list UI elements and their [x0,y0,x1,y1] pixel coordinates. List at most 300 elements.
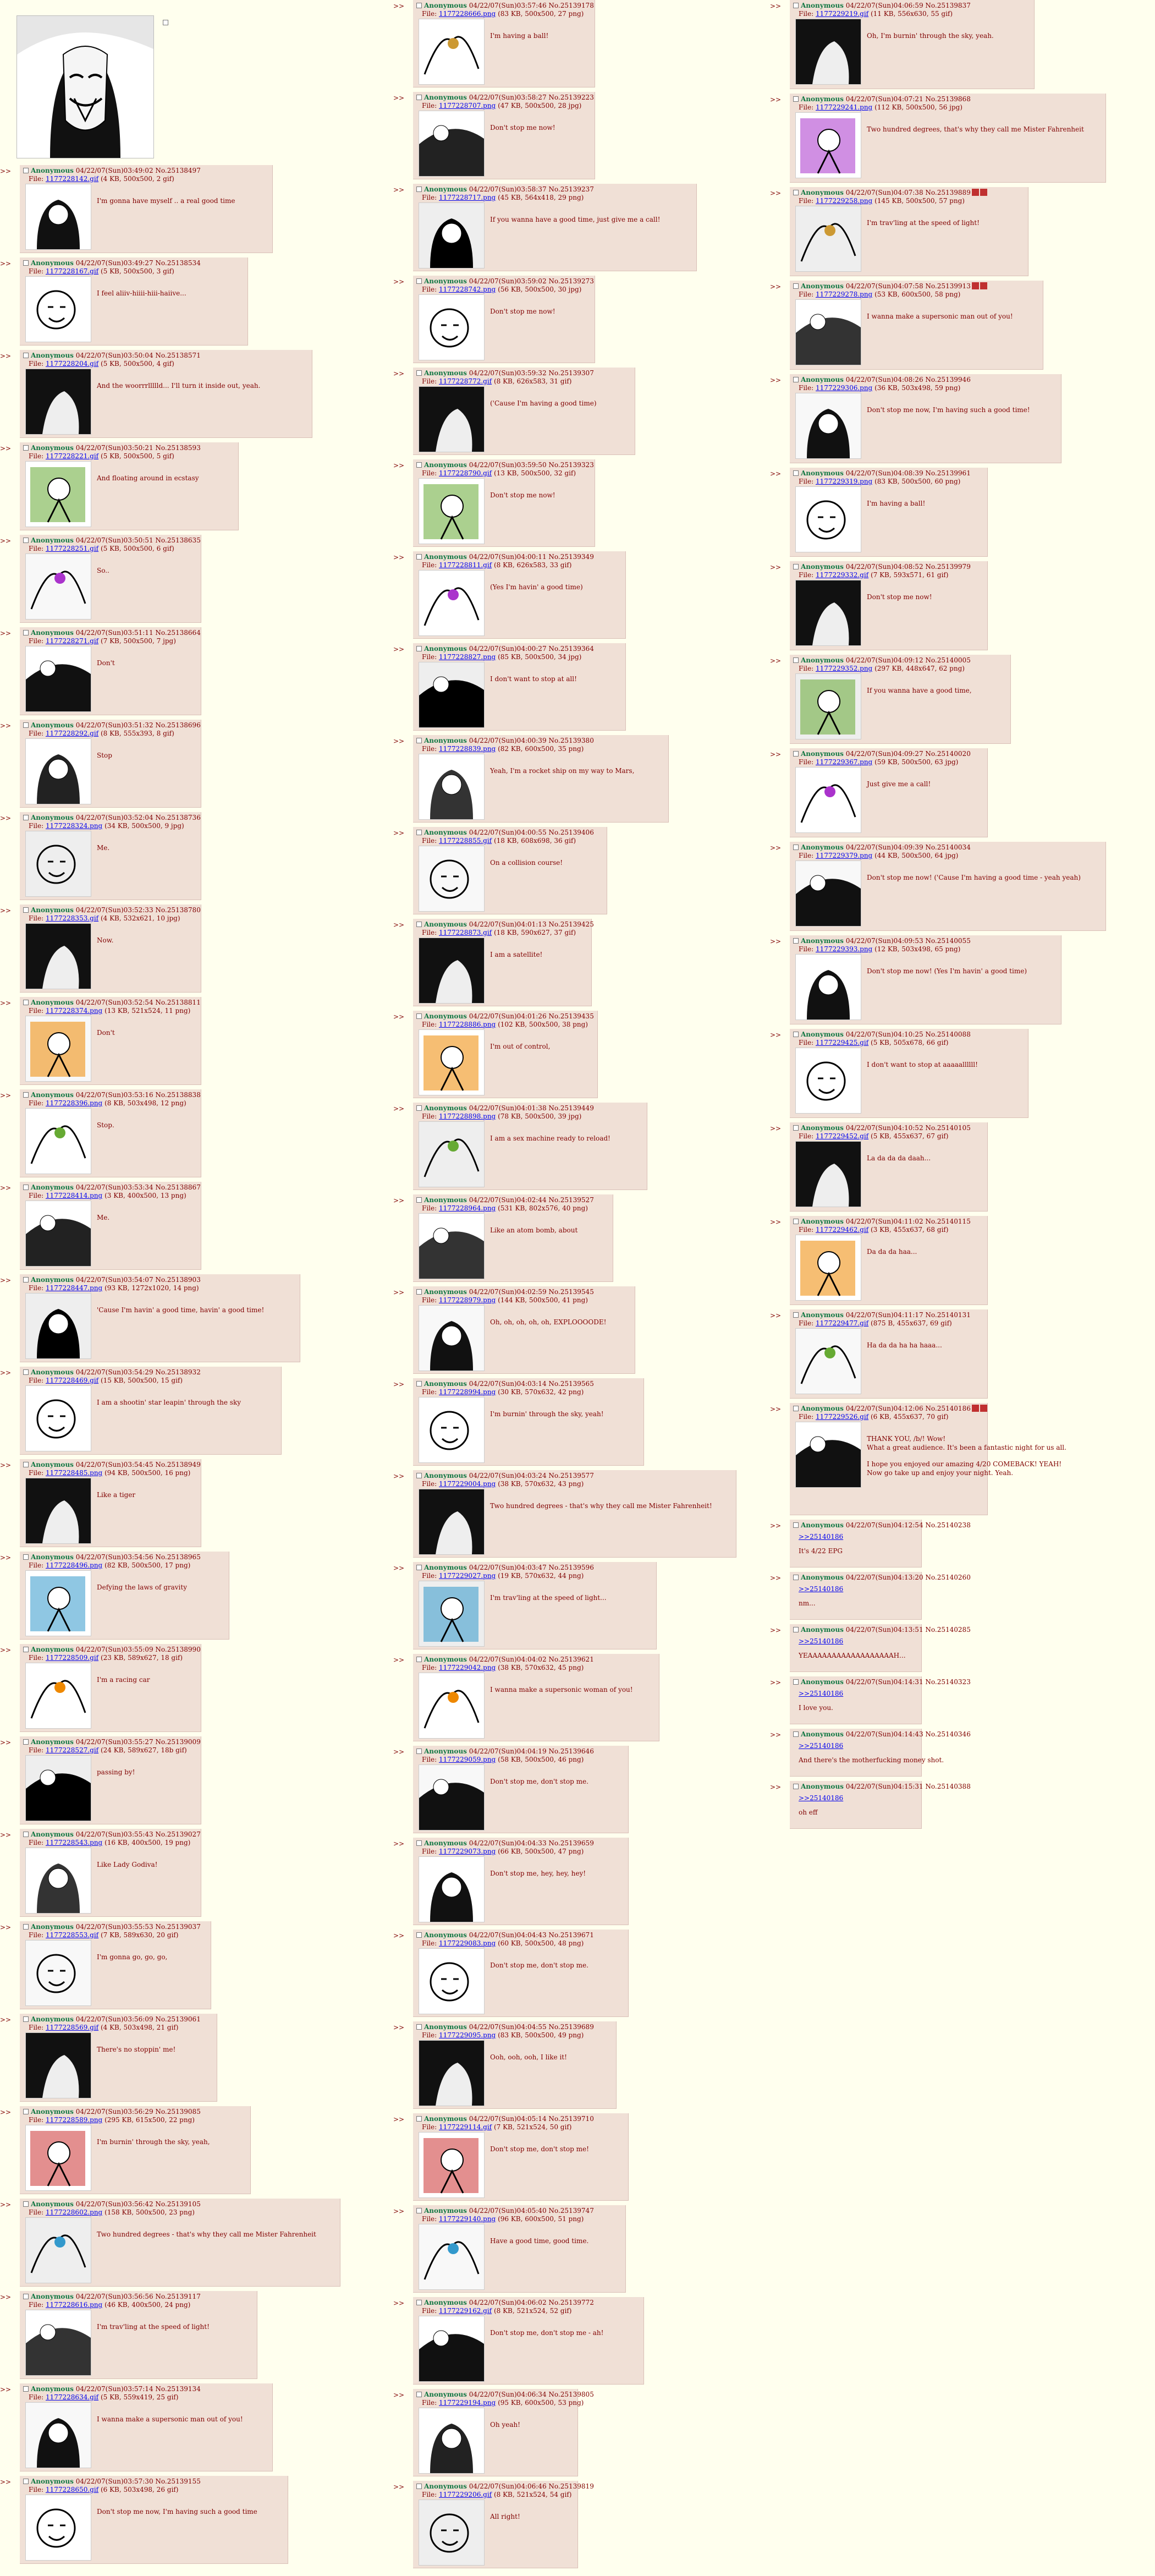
delete-checkbox[interactable] [793,1679,799,1685]
file-link[interactable]: 1177228485.png [45,1469,103,1477]
delete-checkbox[interactable] [23,2479,29,2484]
file-link[interactable]: 1177229452.gif [815,1132,869,1140]
file-link[interactable]: 1177228827.png [438,653,496,661]
delete-icon[interactable] [980,1405,987,1412]
delete-checkbox[interactable] [416,1657,422,1662]
file-link[interactable]: 1177229073.png [438,1848,496,1855]
file-link[interactable]: 1177228569.gif [45,2024,99,2031]
delete-checkbox[interactable] [23,2016,29,2022]
delete-checkbox[interactable] [416,1473,422,1478]
delete-checkbox[interactable] [23,1739,29,1745]
reply-thumbnail[interactable] [25,738,91,804]
file-link[interactable]: 1177228666.png [438,10,496,18]
file-link[interactable]: 1177228353.gif [45,914,99,922]
file-link[interactable]: 1177229095.png [438,2031,496,2039]
reply-thumbnail[interactable] [419,1948,485,2014]
post-number[interactable]: No.25138534 [155,259,201,267]
file-link[interactable]: 1177228271.gif [45,637,99,645]
file-link[interactable]: 1177228447.png [45,1284,103,1292]
file-link[interactable]: 1177228898.png [438,1112,496,1120]
post-number[interactable]: No.25139961 [925,469,971,477]
reply-thumbnail[interactable] [25,1385,91,1451]
delete-checkbox[interactable] [416,2024,422,2030]
reply-thumbnail[interactable] [25,1293,91,1359]
post-number[interactable]: No.25139223 [548,94,594,101]
reply-thumbnail[interactable] [795,1048,861,1114]
post-number[interactable]: No.25140238 [925,1521,971,1529]
delete-checkbox[interactable] [416,95,422,100]
file-link[interactable]: 1177228251.gif [45,545,99,552]
quote-link[interactable]: >>25140186 [799,1637,844,1645]
post-number[interactable]: No.25138932 [155,1368,201,1376]
reply-thumbnail[interactable] [419,1856,485,1922]
file-link[interactable]: 1177228167.gif [45,267,99,275]
file-link[interactable]: 1177229059.png [438,1756,496,1763]
post-number[interactable]: No.25139646 [548,1747,594,1755]
reply-thumbnail[interactable] [795,861,861,927]
delete-checkbox[interactable] [793,96,799,102]
delete-checkbox[interactable] [416,187,422,192]
file-link[interactable]: 1177228717.png [438,194,496,201]
delete-checkbox[interactable] [793,1522,799,1528]
file-link[interactable]: 1177228634.gif [45,2393,99,2401]
reply-thumbnail[interactable] [419,1029,485,1095]
reply-thumbnail[interactable] [419,2224,485,2290]
reply-thumbnail[interactable] [419,1489,485,1555]
delete-checkbox[interactable] [23,260,29,266]
op-delete-checkbox[interactable] [163,20,168,25]
post-number[interactable]: No.25139425 [548,920,594,928]
delete-checkbox[interactable] [793,1406,799,1411]
delete-checkbox[interactable] [793,1125,799,1131]
file-link[interactable]: 1177229258.png [815,197,873,205]
file-link[interactable]: 1177228979.png [438,1296,496,1304]
file-link[interactable]: 1177229462.gif [815,1226,869,1234]
delete-checkbox[interactable] [416,1932,422,1938]
delete-checkbox[interactable] [416,2392,422,2397]
post-number[interactable]: No.25138571 [155,352,201,359]
file-link[interactable]: 1177229425.gif [815,1039,869,1046]
delete-checkbox[interactable] [416,1381,422,1386]
delete-checkbox[interactable] [793,1312,799,1318]
reply-thumbnail[interactable] [25,923,91,989]
delete-checkbox[interactable] [416,738,422,743]
reply-thumbnail[interactable] [25,2495,91,2561]
delete-checkbox[interactable] [416,370,422,376]
reply-thumbnail[interactable] [795,1141,861,1207]
reply-thumbnail[interactable] [25,2217,91,2283]
file-link[interactable]: 1177228994.png [438,1388,496,1396]
delete-checkbox[interactable] [23,445,29,451]
delete-checkbox[interactable] [793,3,799,8]
post-number[interactable]: No.25140285 [925,1626,971,1634]
post-number[interactable]: No.25140186 [925,1405,971,1412]
post-number[interactable]: No.25140131 [925,1311,971,1319]
delete-checkbox[interactable] [23,2386,29,2392]
reply-thumbnail[interactable] [25,1201,91,1267]
delete-checkbox[interactable] [416,2300,422,2305]
post-number[interactable]: No.25138635 [155,536,201,544]
file-link[interactable]: 1177229194.png [438,2399,496,2407]
quote-link[interactable]: >>25140186 [799,1585,844,1593]
post-number[interactable]: No.25138838 [155,1091,201,1099]
reply-thumbnail[interactable] [25,1663,91,1729]
report-icon[interactable] [972,282,979,289]
file-link[interactable]: 1177229278.png [815,291,873,298]
post-number[interactable]: No.25140020 [925,750,971,758]
delete-checkbox[interactable] [23,1092,29,1098]
file-link[interactable]: 1177228886.png [438,1021,496,1028]
delete-checkbox[interactable] [416,462,422,468]
file-link[interactable]: 1177229241.png [815,103,873,111]
reply-thumbnail[interactable] [25,1940,91,2006]
reply-thumbnail[interactable] [795,393,861,459]
post-number[interactable]: No.25139747 [548,2207,594,2215]
delete-checkbox[interactable] [416,1565,422,1570]
reply-thumbnail[interactable] [419,1673,485,1739]
reply-thumbnail[interactable] [419,662,485,728]
post-number[interactable]: No.25139435 [548,1012,594,1020]
post-number[interactable]: No.25139946 [925,376,971,383]
reply-thumbnail[interactable] [25,1108,91,1174]
reply-thumbnail[interactable] [25,2032,91,2098]
delete-checkbox[interactable] [23,2201,29,2207]
delete-checkbox[interactable] [793,1627,799,1632]
file-link[interactable]: 1177228221.gif [45,452,99,460]
delete-checkbox[interactable] [416,1289,422,1295]
post-number[interactable]: No.25139868 [925,95,971,103]
file-link[interactable]: 1177229114.gif [438,2123,492,2131]
delete-checkbox[interactable] [23,630,29,635]
reply-thumbnail[interactable] [25,1570,91,1636]
post-number[interactable]: No.25138780 [155,906,201,914]
post-number[interactable]: No.25139805 [548,2391,594,2398]
post-number[interactable]: No.25140346 [925,1730,971,1738]
file-link[interactable]: 1177228374.png [45,1007,103,1015]
post-number[interactable]: No.25139085 [155,2108,201,2115]
reply-thumbnail[interactable] [419,19,485,85]
post-number[interactable]: No.25138593 [155,444,201,452]
delete-checkbox[interactable] [23,2109,29,2114]
file-link[interactable]: 1177229367.png [815,758,873,766]
reply-thumbnail[interactable] [795,1328,861,1394]
file-link[interactable]: 1177229526.gif [815,1413,869,1421]
reply-thumbnail[interactable] [25,831,91,897]
reply-thumbnail[interactable] [25,646,91,712]
op-thumbnail[interactable] [16,15,154,158]
post-number[interactable]: No.25139117 [155,2293,201,2300]
reply-thumbnail[interactable] [419,754,485,820]
delete-checkbox[interactable] [416,646,422,651]
file-link[interactable]: 1177228204.gif [45,360,99,368]
reply-thumbnail[interactable] [25,2125,91,2191]
delete-checkbox[interactable] [23,1462,29,1467]
post-number[interactable]: No.25139689 [548,2023,594,2031]
reply-thumbnail[interactable] [795,580,861,646]
delete-checkbox[interactable] [793,377,799,382]
delete-checkbox[interactable] [793,1731,799,1737]
post-number[interactable]: No.25139979 [925,563,971,571]
delete-checkbox[interactable] [416,2116,422,2122]
delete-checkbox[interactable] [23,168,29,173]
post-number[interactable]: No.25139406 [548,829,594,836]
reply-thumbnail[interactable] [419,1305,485,1371]
reply-thumbnail[interactable] [25,461,91,527]
file-link[interactable]: 1177228873.gif [438,929,492,936]
delete-checkbox[interactable] [793,470,799,476]
post-number[interactable]: No.25139380 [548,737,594,744]
delete-checkbox[interactable] [793,1219,799,1224]
file-link[interactable]: 1177228964.png [438,1204,496,1212]
file-link[interactable]: 1177228469.gif [45,1377,99,1384]
reply-thumbnail[interactable] [795,954,861,1020]
reply-thumbnail[interactable] [795,299,861,365]
reply-thumbnail[interactable] [419,2408,485,2474]
post-number[interactable]: No.25139134 [155,2385,201,2393]
delete-checkbox[interactable] [793,1032,799,1037]
post-number[interactable]: No.25140055 [925,937,971,945]
post-number[interactable]: No.25139349 [548,553,594,561]
post-number[interactable]: No.25140260 [925,1574,971,1581]
reply-thumbnail[interactable] [25,1755,91,1821]
post-number[interactable]: No.25139659 [548,1839,594,1847]
delete-checkbox[interactable] [793,657,799,663]
file-link[interactable]: 1177228855.gif [438,837,492,845]
delete-checkbox[interactable] [23,722,29,728]
file-link[interactable]: 1177228324.png [45,822,103,830]
post-number[interactable]: No.25139819 [548,2482,594,2490]
delete-checkbox[interactable] [23,1277,29,1282]
post-number[interactable]: No.25139710 [548,2115,594,2123]
file-link[interactable]: 1177229332.gif [815,571,869,579]
file-link[interactable]: 1177229393.png [815,945,873,953]
post-number[interactable]: No.25139037 [155,1923,201,1931]
reply-thumbnail[interactable] [795,19,861,85]
post-number[interactable]: No.25139364 [548,645,594,653]
quote-link[interactable]: >>25140186 [799,1690,844,1697]
post-number[interactable]: No.25139449 [548,1104,594,1112]
file-link[interactable]: 1177228414.png [45,1192,103,1199]
reply-thumbnail[interactable] [795,112,861,178]
delete-checkbox[interactable] [23,1554,29,1560]
file-link[interactable]: 1177228589.png [45,2116,103,2124]
reply-thumbnail[interactable] [795,767,861,833]
reply-thumbnail[interactable] [795,206,861,272]
reply-thumbnail[interactable] [25,1016,91,1082]
file-link[interactable]: 1177228790.gif [438,469,492,477]
reply-thumbnail[interactable] [419,846,485,912]
post-number[interactable]: No.25138867 [155,1183,201,1191]
reply-thumbnail[interactable] [419,1213,485,1279]
reply-thumbnail[interactable] [419,2316,485,2382]
file-link[interactable]: 1177228602.png [45,2208,103,2216]
post-number[interactable]: No.25139671 [548,1931,594,1939]
delete-checkbox[interactable] [793,1575,799,1580]
delete-checkbox[interactable] [416,2208,422,2213]
post-number[interactable]: No.25140323 [925,1678,971,1686]
post-number[interactable]: No.25140388 [925,1783,971,1790]
file-link[interactable]: 1177229306.png [815,384,873,392]
delete-checkbox[interactable] [23,1000,29,1005]
reply-thumbnail[interactable] [419,1764,485,1830]
post-number[interactable]: No.25140115 [925,1218,971,1225]
delete-checkbox[interactable] [793,751,799,757]
reply-thumbnail[interactable] [419,2500,485,2566]
reply-thumbnail[interactable] [25,553,91,620]
delete-checkbox[interactable] [416,1013,422,1019]
post-number[interactable]: No.25140034 [925,843,971,851]
file-link[interactable]: 1177228292.gif [45,730,99,737]
post-number[interactable]: No.25139772 [548,2299,594,2306]
file-link[interactable]: 1177228650.gif [45,2486,99,2493]
reply-thumbnail[interactable] [25,1848,91,1914]
post-number[interactable]: No.25138903 [155,1276,201,1284]
post-number[interactable]: No.25138696 [155,721,201,729]
reply-thumbnail[interactable] [419,386,485,452]
reply-thumbnail[interactable] [25,2310,91,2376]
post-number[interactable]: No.25139913 [925,282,971,290]
post-number[interactable]: No.25138949 [155,1461,201,1468]
reply-thumbnail[interactable] [25,1478,91,1544]
delete-checkbox[interactable] [23,1369,29,1375]
post-number[interactable]: No.25138811 [155,999,201,1006]
post-number[interactable]: No.25139323 [548,461,594,469]
delete-checkbox[interactable] [23,353,29,358]
reply-thumbnail[interactable] [419,1581,485,1647]
reply-thumbnail[interactable] [795,1422,861,1488]
delete-checkbox[interactable] [793,283,799,289]
file-link[interactable]: 1177229206.gif [438,2491,492,2498]
reply-thumbnail[interactable] [419,570,485,636]
file-link[interactable]: 1177229140.png [438,2215,496,2223]
file-link[interactable]: 1177228707.png [438,102,496,109]
delete-checkbox[interactable] [23,538,29,543]
delete-checkbox[interactable] [23,2294,29,2299]
post-number[interactable]: No.25139178 [548,2,594,9]
file-link[interactable]: 1177228742.png [438,286,496,293]
file-link[interactable]: 1177229379.png [815,852,873,859]
quote-link[interactable]: >>25140186 [799,1794,844,1802]
file-link[interactable]: 1177228839.png [438,745,496,753]
reply-thumbnail[interactable] [419,938,485,1004]
delete-checkbox[interactable] [416,1105,422,1111]
post-number[interactable]: No.25139527 [548,1196,594,1204]
delete-checkbox[interactable] [416,278,422,284]
reply-thumbnail[interactable] [795,673,861,739]
file-link[interactable]: 1177229352.png [815,665,873,672]
delete-checkbox[interactable] [416,1197,422,1203]
delete-checkbox[interactable] [416,1749,422,1754]
file-link[interactable]: 1177229004.png [438,1480,496,1488]
delete-checkbox[interactable] [416,1840,422,1846]
delete-checkbox[interactable] [416,922,422,927]
delete-checkbox[interactable] [416,830,422,835]
file-link[interactable]: 1177228772.gif [438,377,492,385]
report-icon[interactable] [972,1405,979,1412]
delete-checkbox[interactable] [793,845,799,850]
reply-thumbnail[interactable] [25,184,91,250]
reply-thumbnail[interactable] [25,369,91,435]
post-number[interactable]: No.25139307 [548,369,594,377]
file-link[interactable]: 1177228527.gif [45,1746,99,1754]
post-number[interactable]: No.25139027 [155,1830,201,1838]
delete-checkbox[interactable] [416,554,422,560]
post-number[interactable]: No.25140005 [925,656,971,664]
post-number[interactable]: No.25139621 [548,1656,594,1663]
reply-thumbnail[interactable] [419,478,485,544]
file-link[interactable]: 1177228396.png [45,1099,103,1107]
file-link[interactable]: 1177229219.gif [815,10,869,18]
delete-checkbox[interactable] [793,938,799,944]
post-number[interactable]: No.25139577 [548,1472,594,1479]
file-link[interactable]: 1177229319.png [815,478,873,485]
delete-checkbox[interactable] [23,1924,29,1930]
delete-checkbox[interactable] [793,564,799,569]
reply-thumbnail[interactable] [25,276,91,342]
reply-thumbnail[interactable] [419,202,485,268]
file-link[interactable]: 1177228142.gif [45,175,99,183]
post-number[interactable]: No.25139545 [548,1288,594,1296]
delete-checkbox[interactable] [416,3,422,8]
delete-checkbox[interactable] [793,1784,799,1789]
file-link[interactable]: 1177229083.png [438,1939,496,1947]
file-link[interactable]: 1177228543.png [45,1839,103,1846]
reply-thumbnail[interactable] [419,1397,485,1463]
quote-link[interactable]: >>25140186 [799,1742,844,1750]
post-number[interactable]: No.25138664 [155,629,201,637]
post-number[interactable]: No.25140105 [925,1124,971,1132]
reply-thumbnail[interactable] [419,2132,485,2198]
delete-checkbox[interactable] [23,1647,29,1652]
file-link[interactable]: 1177229162.gif [438,2307,492,2315]
delete-checkbox[interactable] [23,907,29,913]
post-number[interactable]: No.25138965 [155,1553,201,1561]
delete-checkbox[interactable] [23,815,29,820]
file-link[interactable]: 1177228496.png [45,1561,103,1569]
post-number[interactable]: No.25139273 [548,277,594,285]
reply-thumbnail[interactable] [419,1121,485,1187]
delete-checkbox[interactable] [23,1185,29,1190]
reply-thumbnail[interactable] [419,294,485,360]
reply-thumbnail[interactable] [795,486,861,552]
post-number[interactable]: No.25139837 [925,2,971,9]
post-number[interactable]: No.25139237 [548,185,594,193]
reply-thumbnail[interactable] [419,2040,485,2106]
delete-checkbox[interactable] [416,2484,422,2489]
delete-icon[interactable] [980,189,987,196]
file-link[interactable]: 1177228616.png [45,2301,103,2309]
post-number[interactable]: No.25139061 [155,2015,201,2023]
post-number[interactable]: No.25139889 [925,189,971,196]
post-number[interactable]: No.25138497 [155,167,201,174]
quote-link[interactable]: >>25140186 [799,1533,844,1541]
delete-checkbox[interactable] [793,190,799,195]
post-number[interactable]: No.25138736 [155,814,201,821]
file-link[interactable]: 1177229477.gif [815,1319,869,1327]
post-number[interactable]: No.25139596 [548,1564,594,1571]
file-link[interactable]: 1177228509.gif [45,1654,99,1662]
post-number[interactable]: No.25140088 [925,1031,971,1038]
post-number[interactable]: No.25139105 [155,2200,201,2208]
post-number[interactable]: No.25139565 [548,1380,594,1388]
file-link[interactable]: 1177229042.png [438,1664,496,1671]
reply-thumbnail[interactable] [25,2402,91,2468]
post-number[interactable]: No.25139155 [155,2478,201,2485]
reply-thumbnail[interactable] [419,111,485,177]
report-icon[interactable] [972,189,979,196]
delete-icon[interactable] [980,282,987,289]
post-number[interactable]: No.25138990 [155,1646,201,1653]
